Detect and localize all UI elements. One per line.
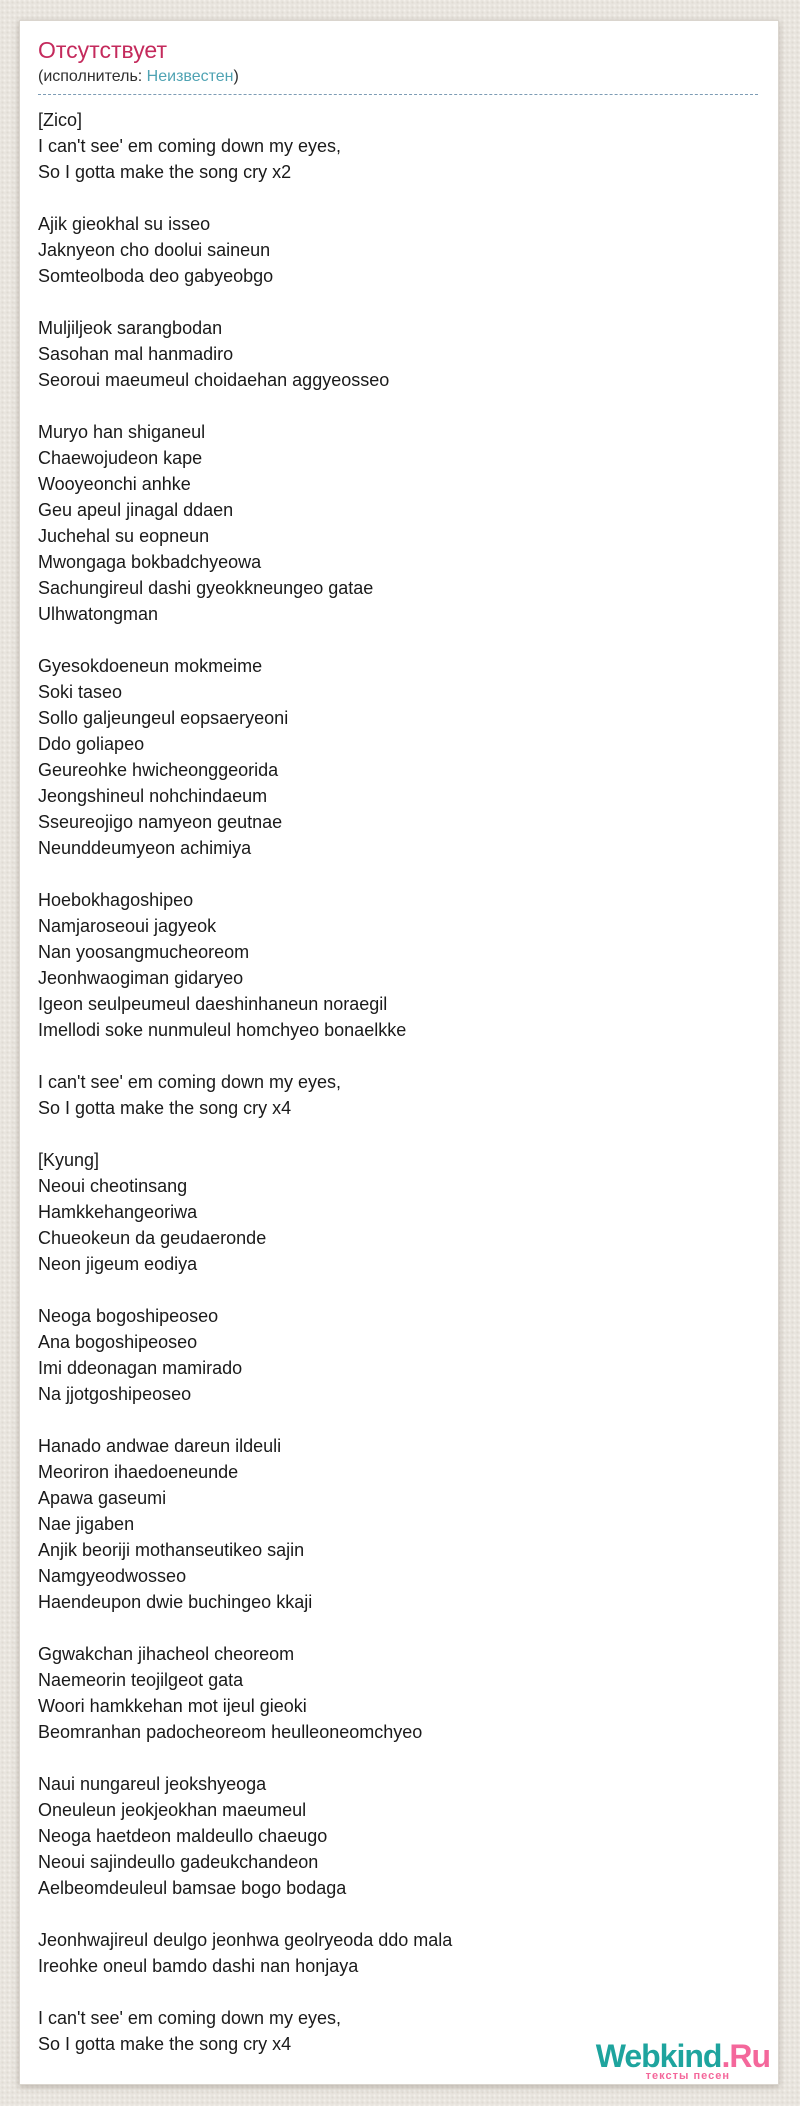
lyrics-line: Ddo goliapeo	[38, 734, 145, 754]
lyrics-line: I can't see' em coming down my eyes,	[38, 136, 342, 156]
lyrics-line: Ajik gieokhal su isseo	[38, 214, 211, 234]
lyrics-line: Naui nungareul jeokshyeoga	[38, 1774, 267, 1794]
lyrics-line	[38, 1043, 758, 1069]
lyrics-line: Neoga haetdeon maldeullo chaeugo	[38, 1826, 328, 1846]
artist-link[interactable]: Неизвестен	[146, 68, 234, 85]
lyrics-line: Geureohke hwicheonggeorida	[38, 760, 279, 780]
lyrics-line	[38, 1277, 758, 1303]
lyrics-line	[38, 393, 758, 419]
lyrics-line: Beomranhan padocheoreom heulleoneomchyeo	[38, 1722, 423, 1742]
lyrics-line: Hanado andwae dareun ildeuli	[38, 1436, 282, 1456]
lyrics-line	[38, 185, 758, 211]
lyrics-line: Sollo galjeungeul eopsaeryeoni	[38, 708, 289, 728]
lyrics-line: Ana bogoshipeoseo	[38, 1332, 198, 1352]
lyrics-line: [Kyung]	[38, 1150, 100, 1170]
lyrics-line: Neunddeumyeon achimiya	[38, 838, 252, 858]
site-logo[interactable]	[596, 2040, 770, 2082]
lyrics-line: Hoebokhagoshipeo	[38, 890, 194, 910]
lyrics-line: Juchehal su eopneun	[38, 526, 210, 546]
page-title: Отсутствует	[38, 37, 167, 63]
lyrics-line: So I gotta make the song cry x4	[38, 2034, 292, 2054]
lyrics-line: Mwongaga bokbadchyeowa	[38, 552, 262, 572]
lyrics-line	[38, 861, 758, 887]
lyrics-line: Gyesokdoeneun mokmeime	[38, 656, 263, 676]
lyrics-line: Neoga bogoshipeoseo	[38, 1306, 219, 1326]
lyrics-line: Aelbeomdeuleul bamsae bogo bodaga	[38, 1878, 347, 1898]
lyrics-line: Jeongshineul nohchindaeum	[38, 786, 268, 806]
lyrics-line: Oneuleun jeokjeokhan maeumeul	[38, 1800, 307, 1820]
lyrics-line: So I gotta make the song cry x4	[38, 1098, 292, 1118]
card-content	[20, 21, 778, 2084]
lyrics-line: Sachungireul dashi gyeokkneungeo gatae	[38, 578, 374, 598]
lyrics-line	[38, 1901, 758, 1927]
lyrics-line: Na jjotgoshipeoseo	[38, 1384, 192, 1404]
lyrics-line: Naemeorin teojilgeot gata	[38, 1670, 244, 1690]
lyrics-line: Imi ddeonagan mamirado	[38, 1358, 243, 1378]
lyrics-line	[38, 627, 758, 653]
logo-wordmark	[596, 2040, 770, 2072]
lyrics-line: Chueokeun da geudaeronde	[38, 1228, 267, 1248]
lyrics-line: Anjik beoriji mothanseutikeo sajin	[38, 1540, 305, 1560]
lyrics-card	[19, 20, 779, 2085]
lyrics-line	[38, 1407, 758, 1433]
lyrics-line	[38, 1745, 758, 1771]
lyrics-line: Sasohan mal hanmadiro	[38, 344, 234, 364]
lyrics-line	[38, 1979, 758, 2005]
lyrics-line: I can't see' em coming down my eyes,	[38, 1072, 342, 1092]
lyrics-line: Igeon seulpeumeul daeshinhaneun noraegil	[38, 994, 388, 1014]
logo-webkind: Webkind	[595, 2038, 722, 2074]
lyrics-line: Ulhwatongman	[38, 604, 159, 624]
lyrics-line: Jeonhwaogiman gidaryeo	[38, 968, 244, 988]
lyrics-line: Haendeupon dwie buchingeo kkaji	[38, 1592, 313, 1612]
artist-label-open: (исполнитель:	[38, 68, 147, 85]
lyrics-line: Apawa gaseumi	[38, 1488, 167, 1508]
lyrics-line: Chaewojudeon kape	[38, 448, 203, 468]
lyrics-line: Nan yoosangmucheoreom	[38, 942, 250, 962]
lyrics-line: Namgyeodwosseo	[38, 1566, 187, 1586]
lyrics-line: Neon jigeum eodiya	[38, 1254, 198, 1274]
lyrics-line	[38, 1121, 758, 1147]
logo-tagline: тексты песен	[645, 2070, 730, 2082]
lyrics-line: Jaknyeon cho doolui saineun	[38, 240, 271, 260]
lyrics-line: Hamkkehangeoriwa	[38, 1202, 198, 1222]
logo-ru-suffix: .Ru	[721, 2038, 770, 2074]
lyrics-line: Muryo han shiganeul	[38, 422, 206, 442]
lyrics-line: [Zico]	[38, 110, 83, 130]
lyrics-line: Sseureojigo namyeon geutnae	[38, 812, 283, 832]
lyrics-line: So I gotta make the song cry x2	[38, 162, 292, 182]
lyrics-line: Soki taseo	[38, 682, 123, 702]
artist-line	[38, 67, 758, 86]
lyrics-line: Woori hamkkehan mot ijeul gieoki	[38, 1696, 307, 1716]
lyrics-line: Wooyeonchi anhke	[38, 474, 191, 494]
lyrics-line: I can't see' em coming down my eyes,	[38, 2008, 342, 2028]
lyrics-line: Somteolboda deo gabyeobgo	[38, 266, 274, 286]
artist-label-close: )	[233, 68, 239, 85]
lyrics-text	[38, 107, 758, 2057]
lyrics-line: Neoui sajindeullo gadeukchandeon	[38, 1852, 319, 1872]
lyrics-line: Muljiljeok sarangbodan	[38, 318, 223, 338]
lyrics-line	[38, 1615, 758, 1641]
lyrics-line: Geu apeul jinagal ddaen	[38, 500, 234, 520]
lyrics-line: Neoui cheotinsang	[38, 1176, 188, 1196]
lyrics-line: Jeonhwajireul deulgo jeonhwa geolryeoda ddo mala	[38, 1930, 453, 1950]
lyrics-line	[38, 289, 758, 315]
lyrics-line: Namjaroseoui jagyeok	[38, 916, 217, 936]
song-header	[38, 37, 758, 95]
lyrics-line: Seoroui maeumeul choidaehan aggyeosseo	[38, 370, 390, 390]
lyrics-line: Meoriron ihaedoeneunde	[38, 1462, 239, 1482]
lyrics-line: Imellodi soke nunmuleul homchyeo bonaelkke	[38, 1020, 407, 1040]
lyrics-line: Nae jigaben	[38, 1514, 135, 1534]
lyrics-line: Ggwakchan jihacheol cheoreom	[38, 1644, 295, 1664]
lyrics-line: Ireohke oneul bamdo dashi nan honjaya	[38, 1956, 359, 1976]
